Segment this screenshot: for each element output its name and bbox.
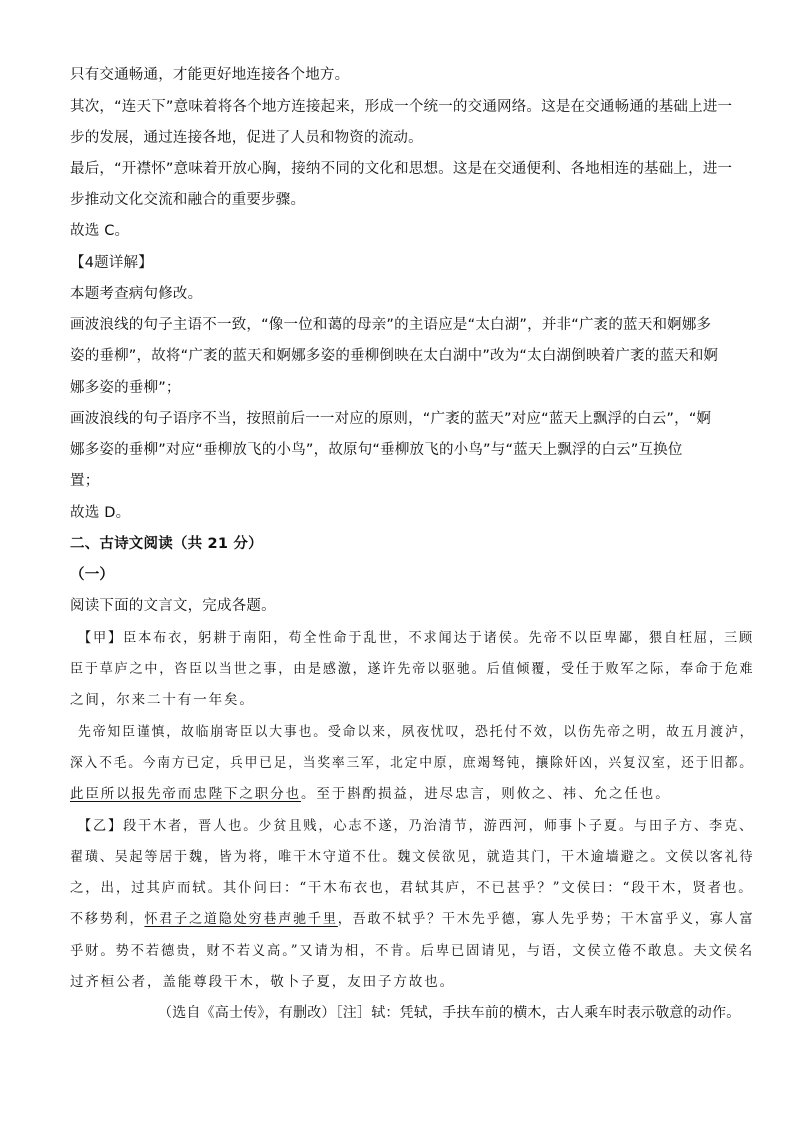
analysis-line: 步推动文化交流和融合的重要步骤。 — [70, 192, 306, 208]
analysis-line: 步的发展，通过连接各地，促进了人员和物资的流动。 — [70, 130, 423, 146]
section-heading: 二、古诗文阅读（共 21 分） — [70, 536, 263, 552]
question-4-line: 娜多姿的垂柳”； — [70, 380, 181, 396]
analysis-line: 只有交通畅通，才能更好地连接各个地方。 — [70, 67, 350, 83]
passage-jia-line: 【甲】臣本布衣，躬耕于南阳，苟全性命于乱世，不求闻达于诸侯。先帝不以臣卑鄙，猥自枉屈，三顾 — [78, 630, 755, 646]
passage-text: 不移势利， — [70, 911, 145, 927]
passage-yi-line: 过齐桓公者，盖能尊段干木，敬卜子夏，友田子方故也。 — [70, 974, 455, 990]
passage-yi-line: 乎财。势不若德贵，财不若义高。”又请为相，不肯。后卑已固请见，与语，文侯立倦不敢息。夫文侯名 — [70, 943, 755, 959]
passage-jia-line: 先帝知臣谨慎，故临崩寄臣以大事也。受命以来，夙夜忧叹，恐托付不效，以伤先帝之明，故五月渡泸， — [78, 724, 755, 740]
passage-text: ，吾敢不轼乎？干木先乎德，寡人先乎势；干木富乎义，寡人富 — [337, 911, 755, 927]
answer-line: 故选 D。 — [70, 505, 131, 521]
question-4-line: 画波浪线的句子语序不当，按照前后一一对应的原则，“广袤的蓝天”对应“蓝天上飘浮的白云”，“婀 — [70, 411, 712, 427]
passage-jia-line: 之间，尔来二十有一年矣。 — [70, 692, 255, 708]
question-4-line: 姿的垂柳”，故将“广袤的蓝天和婀娜多姿的垂柳倒映在太白湖中”改为“太白湖倒映着广袤的蓝天和婀 — [70, 348, 719, 364]
passage-yi-line — [70, 909, 754, 929]
underlined-sentence: 此臣所以报先帝而忠陛下之职分也 — [70, 786, 301, 802]
question-4-line: 娜多姿的垂柳”对应“垂柳放飞的小鸟”，故原句“垂柳放飞的小鸟”与“蓝天上飘浮的白云”互换位 — [70, 442, 683, 458]
underlined-sentence: 怀君子之道隐处穷巷声驰千里 — [144, 911, 338, 927]
answer-line: 故选 C。 — [70, 223, 130, 239]
section-subheading: （一） — [70, 567, 115, 583]
analysis-line: 其次，“连天下”意味着将各个地方连接起来，形成一个统一的交通网络。这是在交通畅通的基础上进一 — [70, 99, 733, 115]
question-4-line: 画波浪线的句子主语不一致，“像一位和蔼的母亲”的主语应是“太白湖”，并非“广袤的蓝天和婀娜多 — [70, 317, 712, 333]
question-4-line: 置； — [70, 473, 100, 489]
passage-yi-line: 【乙】段干木者，晋人也。少贫且贱，心志不遂，乃治清节，游西河，师事卜子夏。与田子方、李克、 — [78, 818, 755, 834]
analysis-line: 最后，“开襟怀”意味着开放心胸，接纳不同的文化和思想。这是在交通便利、各地相连的基础上，进一 — [70, 161, 733, 177]
passage-yi-line: 翟璜、吴起等居于魏，皆为将，唯干木守道不仕。魏文侯欲见，就造其门，干木逾墙避之。文侯以客礼待 — [70, 849, 755, 865]
question-4-tag: 【4题详解】 — [70, 255, 153, 271]
passage-jia-line — [70, 784, 671, 804]
passage-yi-line: 之，出，过其庐而轼。其仆问曰：“干木布衣也，君轼其庐，不已甚乎？”文侯曰：“段干木，贤者也。 — [70, 880, 754, 896]
question-4-intro: 本题考查病句修改。 — [70, 286, 203, 302]
source-note: （选自《高士传》，有删改）［注］轼：凭轼，手扶车前的横木，古人乘车时表示敬意的动作。 — [158, 1005, 741, 1021]
passage-text: 。至于斟酌损益，进尽忠言，则攸之、祎、允之任也。 — [301, 786, 671, 802]
passage-jia-line: 深入不毛。今南方已定，兵甲已足，当奖率三军，北定中原，庶竭驽钝，攘除奸凶，兴复汉室，还于旧都。 — [70, 755, 754, 771]
reading-instruction: 阅读下面的文言文，完成各题。 — [70, 598, 276, 614]
passage-jia-line: 臣于草庐之中，咨臣以当世之事，由是感激，遂许先帝以驱驰。后值倾覆，受任于败军之际，奉命于危难 — [70, 661, 755, 677]
